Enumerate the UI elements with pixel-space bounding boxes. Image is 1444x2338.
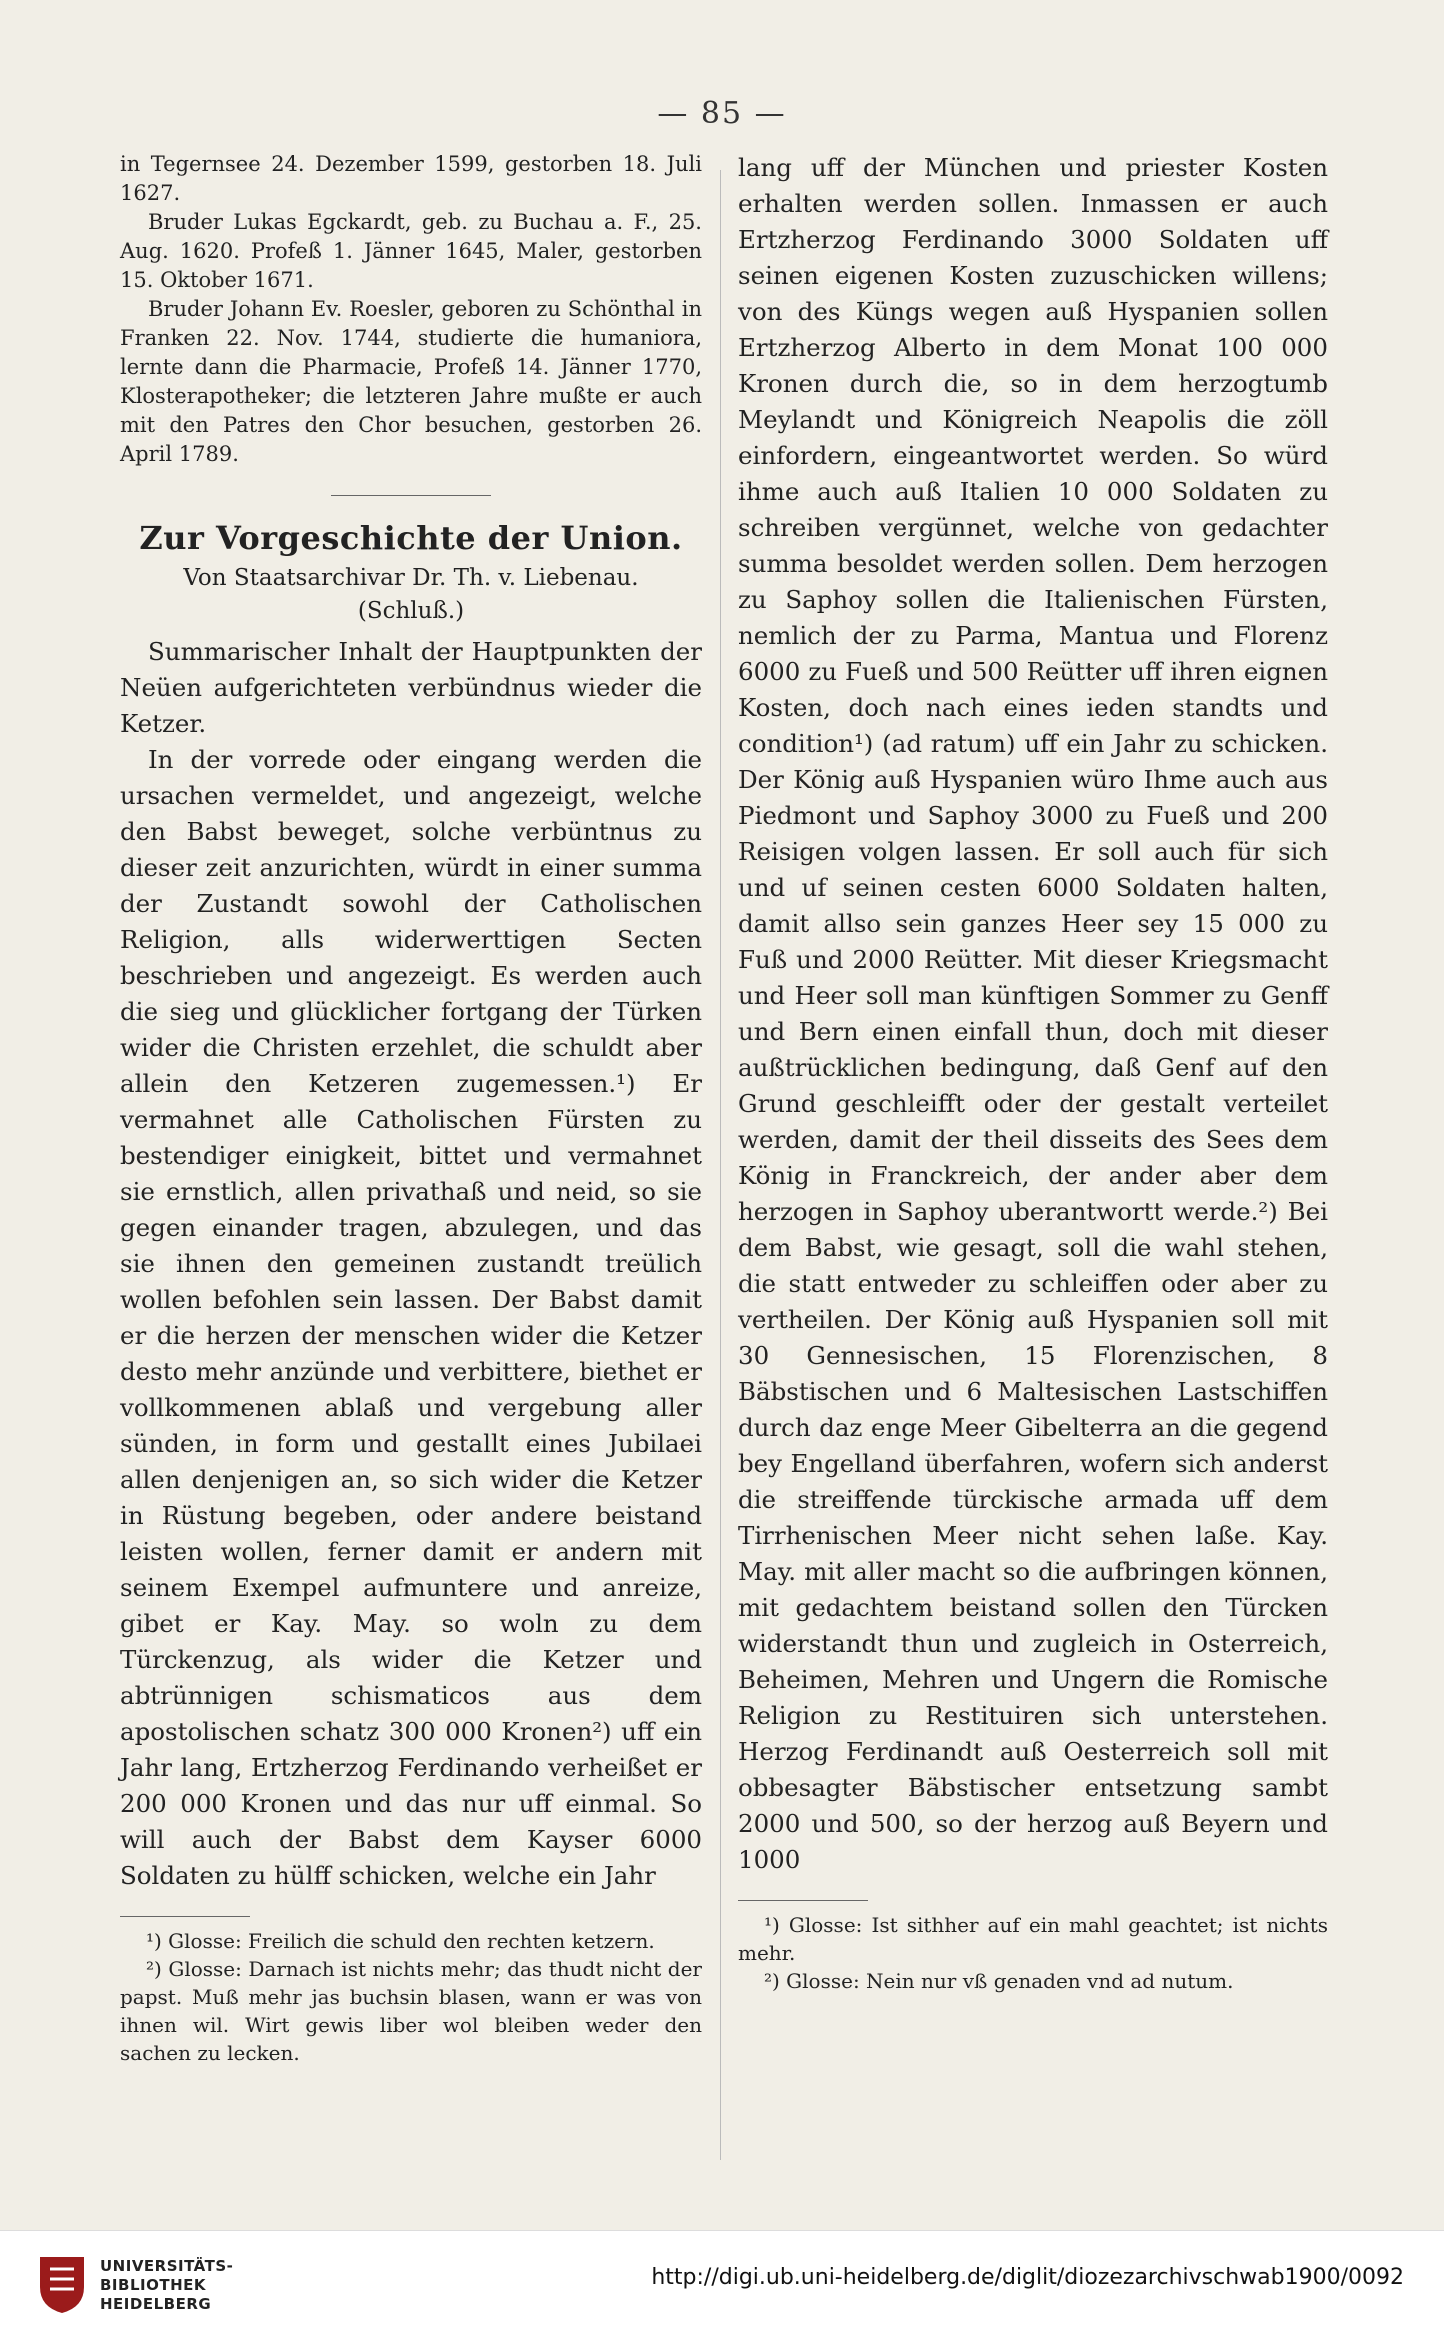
paragraph: Summarischer Inhalt der Hauptpunkten der Neüen aufgerichteten verbündnus wieder die Ketzer.	[120, 637, 702, 738]
footnote: ¹) Glosse: Freilich die schuld den rechten ketzern.	[146, 1929, 655, 1953]
article-byline: Von Staatsarchivar Dr. Th. v. Liebenau.	[183, 565, 639, 591]
column-divider	[720, 170, 721, 2160]
footnote-divider	[120, 1916, 250, 1917]
paragraph: lang uff der München und priester Kosten erhalten werden sollen. Inmassen er auch Ertzherzog Ferdinando 3000 Soldaten uff seinen eigenen Kosten zuzuschicken willens; von des Küngs wegen auß Hyspanien sollen Ertzherzog Alberto in dem Monat 100 000 Kronen durch die, so in dem herzogtumb Meylandt und Königreich Neapolis die zöll einfordern, eingeantwortet werden. So würd ihme auch auß Italien 10 000 Soldaten zu schreiben vergünnet, welche von gedachter summa besoldet werden sollen. Dem herzogen zu Saphoy sollen die Italienischen Fürsten, nemlich der zu Parma, Mantua und Florenz 6000 zu Fueß und 500 Reütter uff ihren eignen Kosten, doch nach eines ieden standts und condition¹) (ad ratum) uff ein Jahr zu schicken. Der König auß Hyspanien würo Ihme auch aus Piedmont und Saphoy 3000 zu Fueß und 200 Reisigen volgen lassen. Er soll auch für sich und uf seinen cesten 6000 Soldaten halten, damit allso sein ganzes Heer sey 15 000 zu Fuß und 2000 Reütter. Mit dieser Kriegsmacht und Heer soll man künftigen Sommer zu Genff und Bern einen einfall thun, doch mit dieser außtrücklichen bedingung, daß Genf auf den Grund geschleifft oder der gestalt verteilet werden, damit der theil disseits des Sees dem König in Franckreich, der ander aber dem herzogen in Saphoy uberantwortt werde.²) Bei dem Babst, wie gesagt, soll die wahl stehen, die statt entweder zu schleiffen oder aber zu vertheilen. Der König auß Hyspanien soll mit 30 Gennesischen, 15 Florenzischen, 8 Bäbstischen und 6 Maltesischen Lastschiffen durch daz enge Meer Gibelterra an die gegend bey Engelland überfahren, wofern sich anderst die streiffende türckische armada uff dem Tirrhenischen Meer nicht sehen laße. Kay. May. mit aller macht so die aufbringen können, mit gedachtem beistand sollen den Türcken widerstandt thun und zugleich in Osterreich, Beheimen, Mehren und Ungern die Romische Religion zu Restituiren sich unterstehen. Herzog Ferdinandt auß Oesterreich soll mit obbesagter Bäbstischer entsetzung sambt 2000 und 500, so der herzog auß Beyern und 1000	[738, 153, 1328, 1874]
obituary-entry: Bruder Johann Ev. Roesler, geboren zu Schönthal in Franken 22. Nov. 1744, studierte die humaniora, lernte dann die Pharmacie, Profeß 14. Jänner 1770, Klosterapotheker; die letzteren Jahre mußte er auch mit den Patres den Chor besuchen, gestorben 26. April 1789.	[120, 297, 702, 466]
source-url-link[interactable]: http://digi.ub.uni-heidelberg.de/diglit/diozezarchivschwab1900/0092	[651, 2265, 1404, 2290]
footnote-divider	[738, 1900, 868, 1901]
continuation-note: (Schluß.)	[357, 598, 465, 624]
footnote: ²) Glosse: Nein nur vß genaden vnd ad nutum.	[764, 1969, 1234, 1993]
obituary-entry: in Tegernsee 24. Dezember 1599, gestorben 18. Juli 1627.	[120, 152, 702, 205]
right-column	[738, 150, 1328, 1995]
page-number: — 85 —	[657, 96, 787, 131]
footnote: ¹) Glosse: Ist sithher auf ein mahl geachtet; ist nichts mehr.	[738, 1913, 1328, 1965]
left-column	[120, 150, 702, 2067]
library-footer	[0, 2230, 1444, 2338]
obituary-entry: Bruder Lukas Egckardt, geb. zu Buchau a. F., 25. Aug. 1620. Profeß 1. Jänner 1645, Maler, gestorben 15. Oktober 1671.	[120, 210, 702, 292]
library-name: UNIVERSITÄTS- BIBLIOTHEK HEIDELBERG	[100, 2257, 234, 2313]
paragraph: In der vorrede oder eingang werden die ursachen vermeldet, und angezeigt, welche den Babst beweget, solche verbüntnus zu dieser zeit anzurichten, würdt in einer summa der Zustandt sowohl der Catholischen Religion, alls widerwerttigen Secten beschrieben und angezeigt. Es werden auch die sieg und glücklicher fortgang der Türken wider die Christen erzehlet, die schuldt aber allein den Ketzeren zugemessen.¹) Er vermahnet alle Catholischen Fürsten zu bestendiger einigkeit, bittet und vermahnet sie ernstlich, allen privathaß und neid, so sie gegen einander tragen, abzulegen, und das sie ihnen den gemeinen zustandt treülich wollen befohlen sein lassen. Der Babst damit er die herzen der menschen wider die Ketzer desto mehr anzünde und verbittere, biethet er vollkommenen ablaß und vergebung aller sünden, in form und gestallt eines Jubilaei allen denjenigen an, so sich wider die Ketzer in Rüstung begeben, oder andere beistand leisten wollen, ferner damit er andern mit seinem Exempel aufmuntere und anreize, gibet er Kay. May. so woln zu dem Türckenzug, als wider die Ketzer und abtrünnigen schismaticos aus dem apostolischen schatz 300 000 Kronen²) uff ein Jahr lang, Ertzherzog Ferdinando verheißet er 200 000 Kronen und das nur uff einmal. So will auch der Babst dem Kayser 6000 Soldaten zu hülff schicken, welche ein Jahr	[120, 745, 702, 1890]
section-divider	[331, 495, 491, 496]
university-seal-icon	[36, 2253, 88, 2315]
footnote: ²) Glosse: Darnach ist nichts mehr; das thudt nicht der papst. Muß mehr jas buchsin blasen, wann er was von ihnen wil. Wirt gewis liber wol bleiben weder den sachen zu lecken.	[120, 1957, 702, 2065]
article-heading: Zur Vorgeschichte der Union.	[139, 519, 683, 557]
